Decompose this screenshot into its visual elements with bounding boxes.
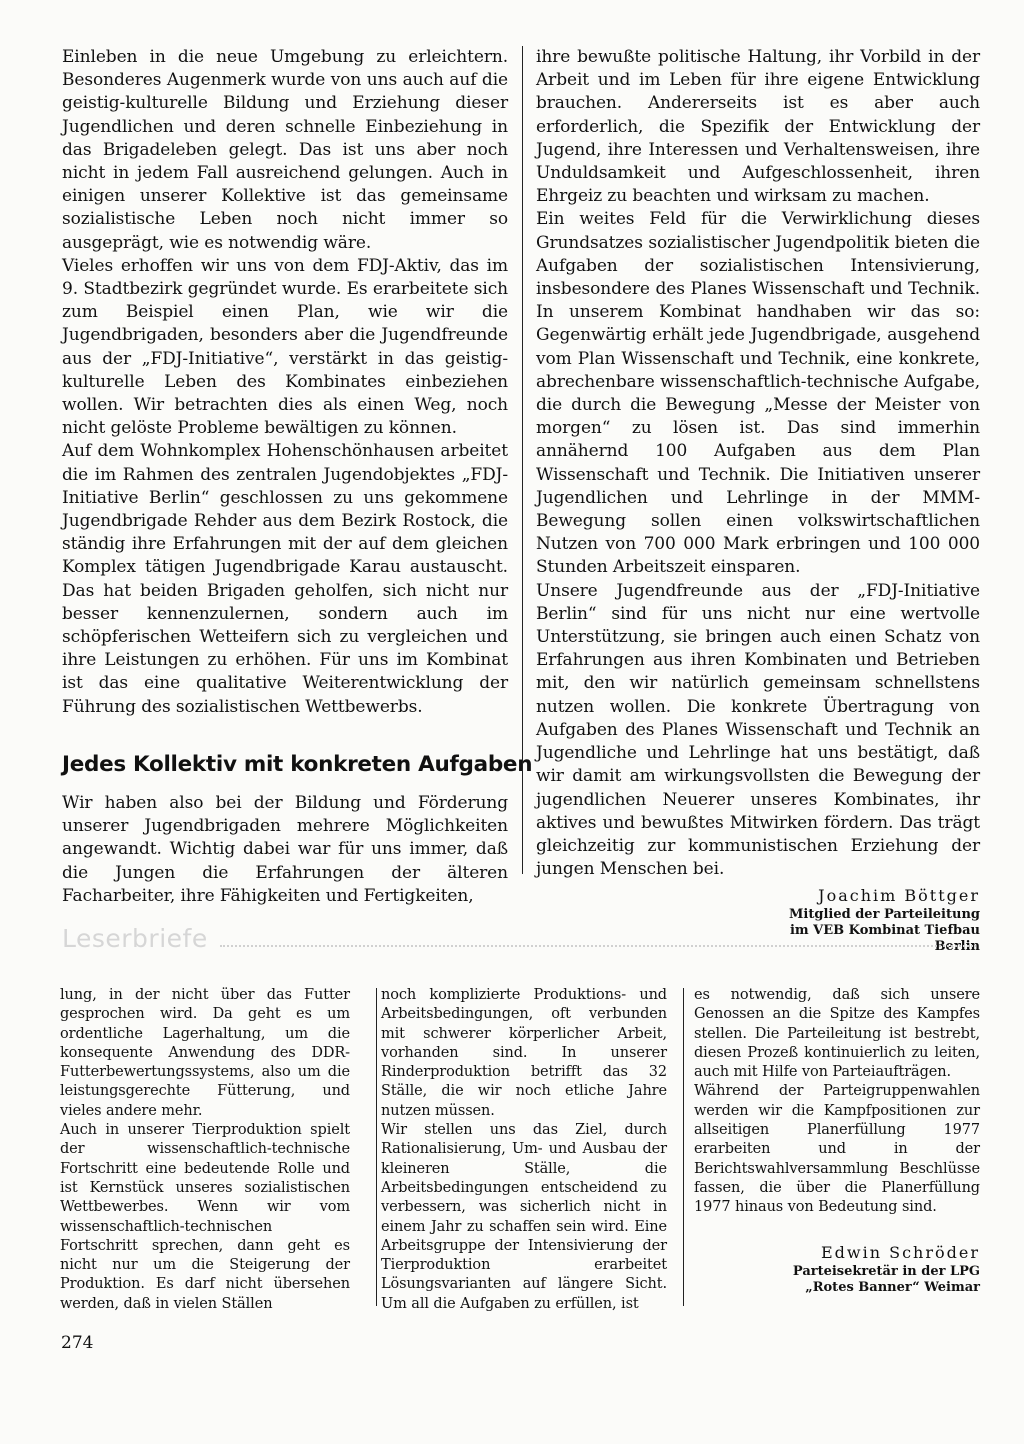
paragraph: Wir haben also bei der Bildung und Förderung unserer Jugendbrigaden mehrere Möglichkeiten angewandt. Wichtig dabei war für uns immer, daß die Jungen die Erfahrungen der älteren Facharbeiter, ihre Fähigkeiten und Fertigkeiten, [62,793,508,906]
author-signature [694,1242,980,1296]
paragraph: Auf dem Wohnkomplex Hohenschönhausen arbeitet die im Rahmen des zentralen Jugendobjektes „FDJ-Initiative Berlin“ geschlossen zu uns gekommene Jugendbrigade Rehder aus dem Bezirk Rostock, die ständig ihre Erfahrungen mit der auf dem gleichen Komplex tätigen Jugendbrigade Karau austauscht. Das hat beiden Brigaden geholfen, sich nicht nur besser kennenzulernen, sondern auch im schöpferischen Wetteifern sich zu vergleichen und ihre Leistungen zu erhöhen. Für uns im Kombinat ist das eine qualitative Weiterentwicklung der Führung des sozialistischen Wettbewerbs. [62,441,508,717]
column-divider [522,46,523,874]
article-right-column [536,46,980,955]
paragraph: Auch in unserer Tierproduktion spielt der wissenschaftlich-technische Fortschritt eine bedeutende Rolle und ist Kernstück unseres sozialistischen Wettbewerbes. Wenn wir vom wissenschaftlich-technischen Fortschritt sprechen, dann geht es nicht nur um die Steigerung der Produktion. Es darf nicht übersehen werden, daß in vielen Ställen [60,1122,350,1312]
paragraph: es notwendig, daß sich unsere Genossen an die Spitze des Kampfes stellen. Die Parteileitung ist bestrebt, diesen Prozeß kontinuierlich zu leiten, auch mit Hilfe von Parteiaufträgen. [694,987,980,1081]
section-heading: Jedes Kollektiv mit konkreten Aufgaben [62,752,533,777]
author-name: Edwin Schröder [821,1242,980,1262]
letter-column-3 [694,986,980,1296]
author-name: Joachim Böttger [818,886,980,906]
column-divider [683,988,684,1306]
paragraph: noch komplizierte Produktions- und Arbeitsbedingungen, oft verbunden mit schwerer körperlicher Arbeit, vorhanden sind. In unserer Rinderproduktion betrifft das 32 Ställe, die wir noch etliche Jahre nutzen müssen. [381,987,667,1119]
paragraph: Während der Parteigruppenwahlen werden wir die Kampfpositionen zur allseitigen Planerfüllung 1977 erarbeiten und in der Berichtswahlversammlung Beschlüsse fassen, die über die Planerfüllung 1977 hinaus von Bedeutung sind. [694,1083,980,1216]
author-role: Mitglied der Parteileitung [789,907,980,923]
paragraph: Wir stellen uns das Ziel, durch Rationalisierung, Um- und Ausbau der kleineren Ställe, die Arbeitsbedingungen entscheidend zu verbessern, was sicherlich nicht in einem Jahr zu schaffen sein wird. Eine Arbeitsgruppe der Intensivierung der Tierproduktion erarbeitet Lösungsvarianten auf längere Sicht. Um all die Aufgaben zu erfüllen, ist [381,1122,667,1312]
paragraph: Einleben in die neue Umgebung zu erleichtern. Besonderes Augenmerk wurde von uns auch auf die geistig-kulturelle Bildung und Erziehung dieser Jugendlichen und deren schnelle Einbeziehung in das Brigadeleben gelegt. Das ist uns aber noch nicht in jedem Fall ausreichend gelungen. Auch in einigen unserer Kollektive ist das gemeinsame sozialistische Leben noch nicht immer so ausgeprägt, wie es notwendig wäre. [62,47,508,253]
author-role: „Rotes Banner“ Weimar [805,1279,980,1295]
letter-column-1 [60,986,350,1314]
paragraph: lung, in der nicht über das Futter gesprochen wird. Da geht es um ordentliche Lagerhaltung, um die konsequente Anwendung des DDR-Futterbewertungssystems, also um die leistungsgerechte Fütterung, und vieles andere mehr. [60,987,350,1119]
paragraph: Unsere Jugendfreunde aus der „FDJ-Initiative Berlin“ sind für uns nicht nur eine wertvolle Unterstützung, sie bringen auch einen Schatz von Erfahrungen aus ihren Kombinaten und Betrieben mit, den wir natürlich gemeinsam schnellstens nutzen wollen. Die konkrete Übertragung von Aufgaben des Planes Wissenschaft und Technik an Jugendliche und Lehrlinge hat uns bestätigt, daß wir damit am wirkungsvollsten die Bewegung der jugendlichen Neuerer unseres Kombinates, ihr aktives und bewußtes Mitwirken fördern. Das trägt gleichzeitig zur kommunistischen Erziehung der jungen Menschen bei. [536,580,980,880]
author-role: Parteisekretär in der LPG [792,1263,980,1279]
section-label: Leserbriefe [62,924,208,953]
article-left-column-continued [62,792,508,908]
author-role: im VEB Kombinat Tiefbau [789,923,980,939]
column-divider [376,988,377,1306]
paragraph: Vieles erhoffen wir uns von dem FDJ-Aktiv, das im 9. Stadtbezirk gegründet wurde. Es erarbeitete sich zum Beispiel einen Plan, wie wir die Jugendbrigaden, besonders aber die Jugendfreunde aus der „FDJ-Initiative“, verstärkt in das geistig-kulturelle Leben des Kombinates einbeziehen wollen. Wir betrachten dies als einen Weg, noch nicht gelöste Probleme bewältigen zu können. [62,255,508,439]
author-role: Berlin [934,939,980,955]
article-left-column [62,46,508,719]
paragraph: ihre bewußte politische Haltung, ihr Vorbild in der Arbeit und im Leben für ihre eigene Entwicklung brauchen. Andererseits ist es aber auch erforderlich, die Spezifik der Entwicklung der Jugend, ihre Interessen und Verhaltensweisen, ihre Unduldsamkeit und Aufgeschlossenheit, ihren Ehrgeiz zu beachten und wirksam zu machen. [536,47,980,207]
paragraph: Ein weites Feld für die Verwirklichung dieses Grundsatzes sozialistischer Jugendpolitik bieten die Aufgaben der sozialistischen Intensivierung, insbesondere des Planes Wissenschaft und Technik. In unserem Kombinat handhaben wir das so: Gegenwärtig erhält jede Jugendbrigade, ausgehend vom Plan Wissenschaft und Technik, eine konkrete, abrechenbare wissenschaftlich-technische Aufgabe, die durch die Bewegung „Messe der Meister von morgen“ zu lösen ist. Das sind immerhin annähernd 100 Aufgaben aus dem Plan Wissenschaft und Technik. Die Initiativen unserer Jugendlichen und Lehrlinge in der MMM-Bewegung sollen einen volkswirtschaftlichen Nutzen von 700 000 Mark erbringen und 100 000 Stunden Arbeitszeit einsparen. [536,209,980,578]
section-divider [220,945,976,947]
letter-column-2 [381,986,667,1314]
page-number: 274 [61,1333,94,1353]
